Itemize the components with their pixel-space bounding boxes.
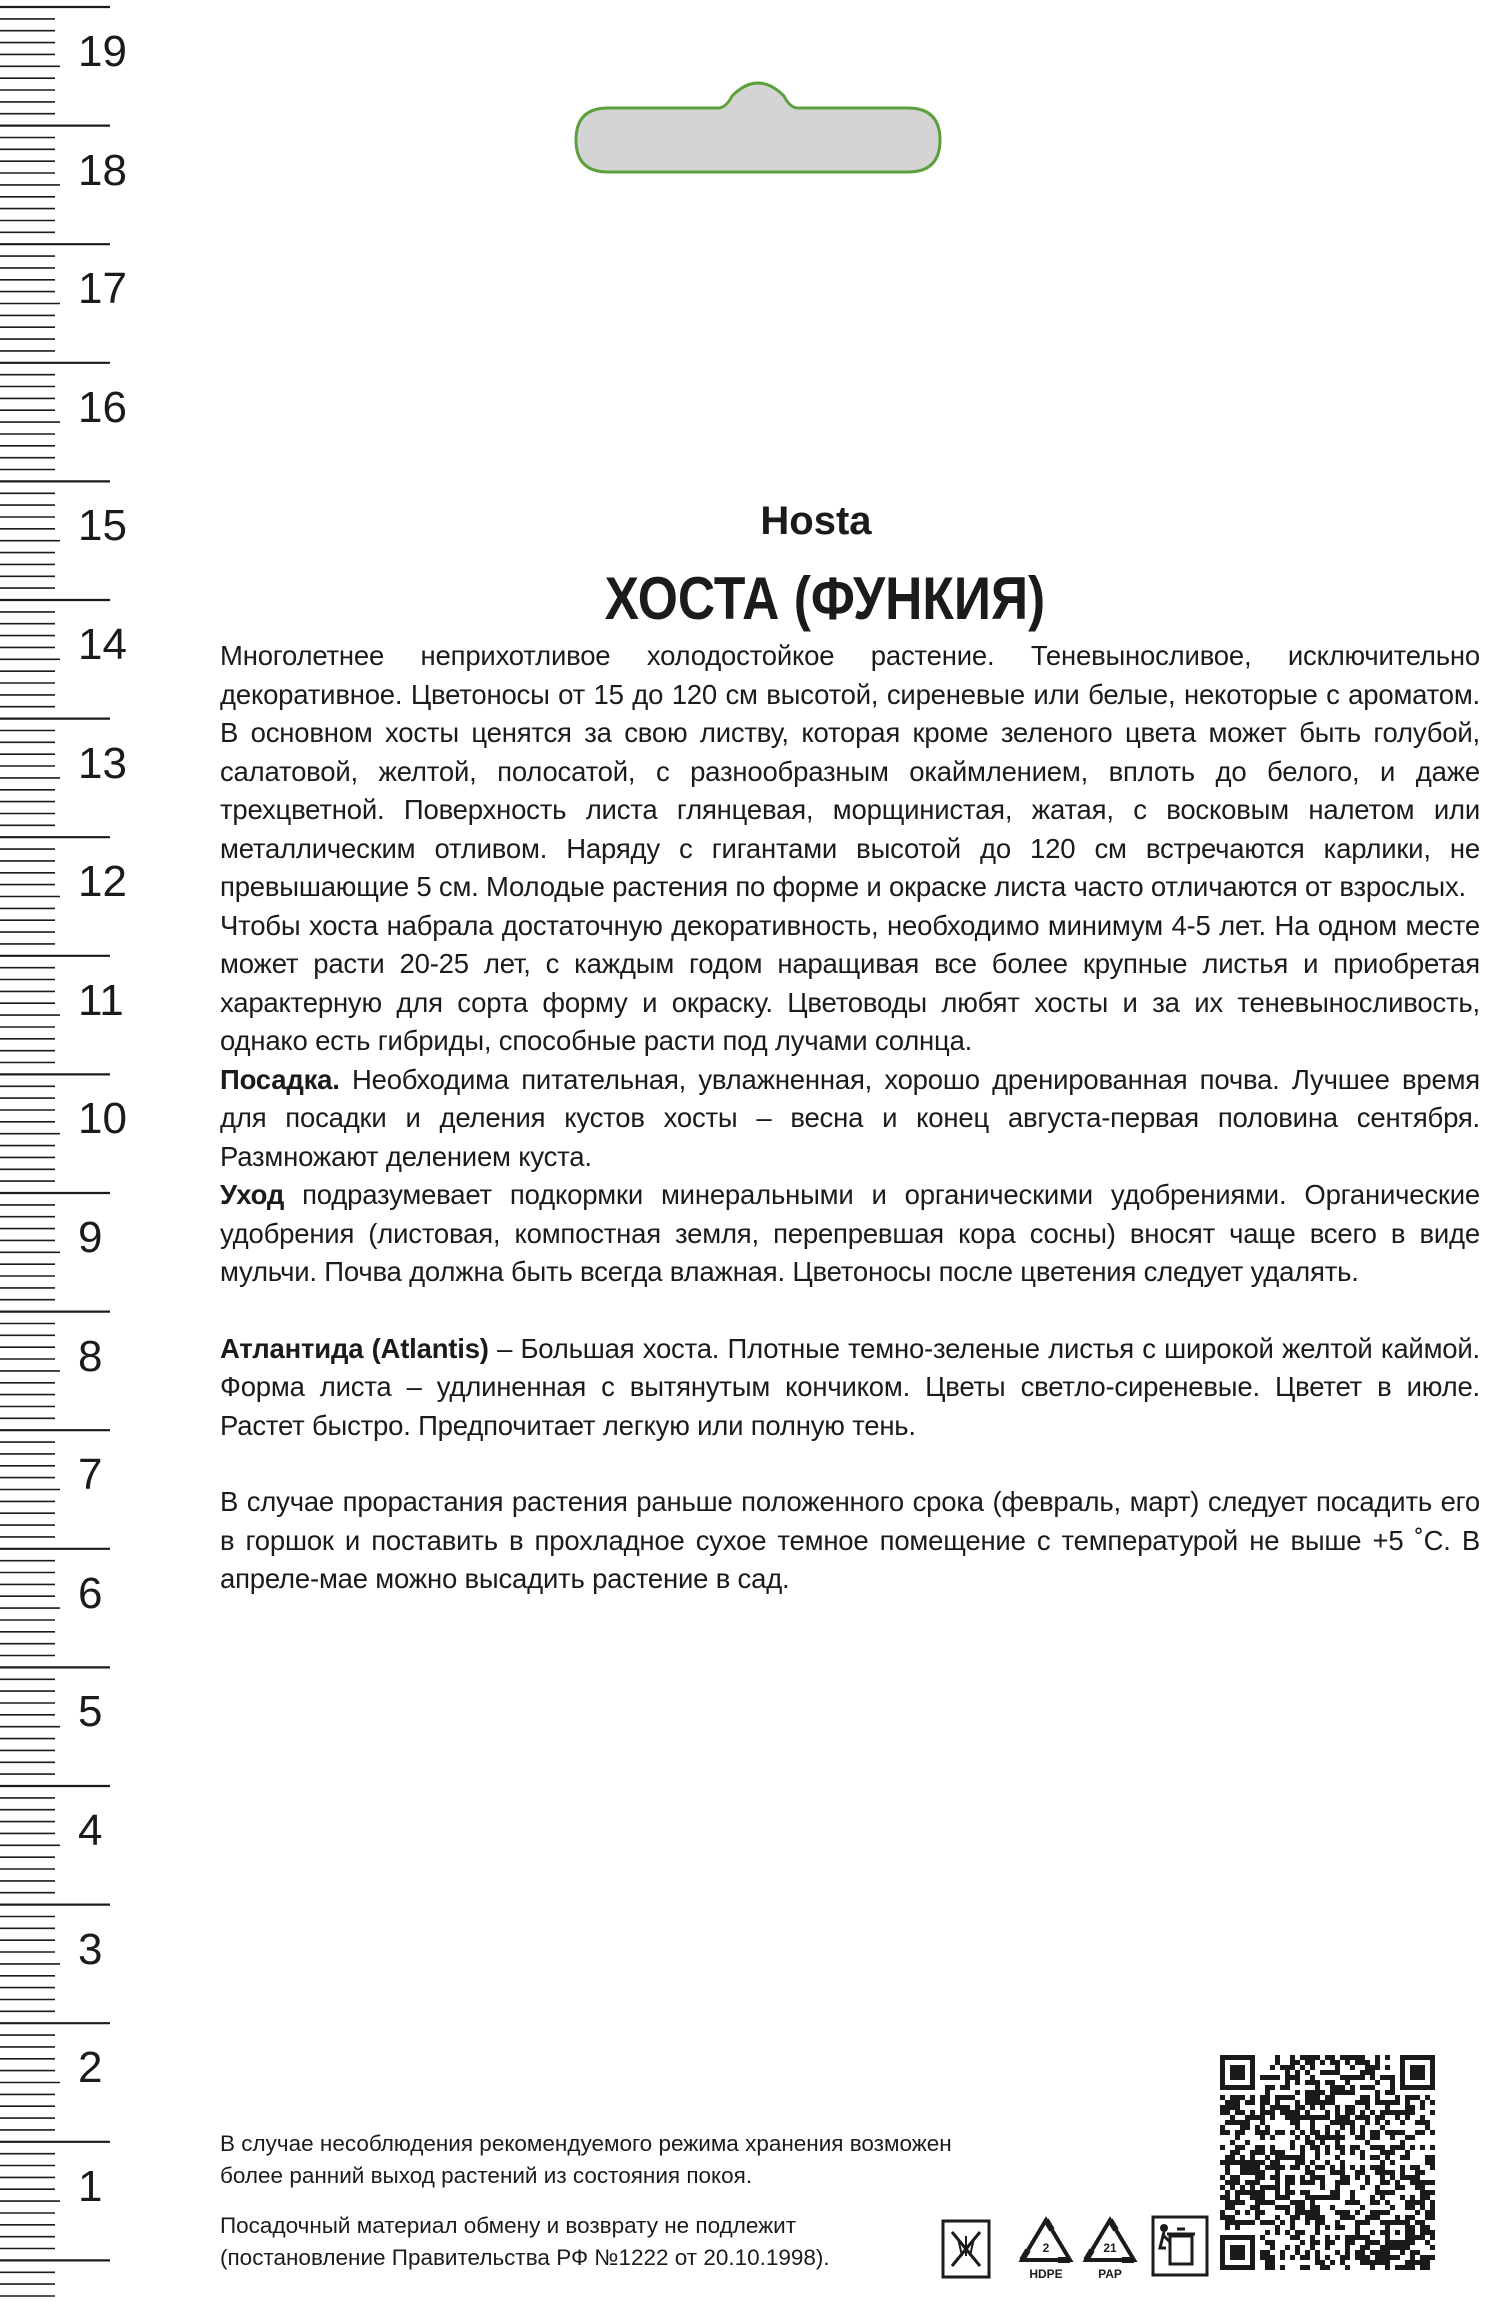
planting-label: Посадка. (220, 1063, 340, 1095)
ruler-number: 9 (78, 1213, 103, 1262)
qr-code-icon (1220, 2055, 1435, 2270)
russian-plant-name: ХОСТА (ФУНКИЯ) (604, 565, 1046, 632)
ruler-number: 3 (78, 1924, 103, 1974)
pap-number: 21 (1103, 2241, 1117, 2255)
ruler-number: 15 (78, 501, 127, 551)
care-paragraph (220, 1176, 1480, 1292)
ruler-number: 13 (78, 738, 127, 788)
variety-text: – Большая хоста. Плотные темно-зеленые листья с широкой желтой каймой. Форма листа – удлиненная с вытянутым кончиком. Цветы светло-сиреневые. Цветет в июле. Растет быстро. Предпочитает легкую или полную тень. (220, 1332, 1480, 1441)
footer-notes (220, 2128, 960, 2274)
planting-text: Необходима питательная, увлажненная, хорошо дренированная почва. Лучшее время для посадки и деления кустов хосты – весна и конец августа-первая половина сентября. Размножают делением куста. (220, 1063, 1480, 1172)
return-note: Посадочный материал обмену и возврату не подлежит (постановление Правительства РФ №1222 от 20.10.1998). (220, 2213, 830, 2270)
variety-label: Атлантида (Atlantis) (220, 1332, 489, 1364)
recycle-pap-icon (1080, 2214, 1140, 2284)
ruler-number: 7 (78, 1450, 103, 1500)
ruler-number: 18 (78, 145, 127, 195)
planting-paragraph (220, 1061, 1480, 1177)
description (220, 637, 1480, 1599)
pap-label: PAP (1098, 2267, 1122, 2281)
no-food-contact-icon (940, 2218, 992, 2280)
recycle-hdpe-icon (1016, 2214, 1076, 2284)
growth-paragraph: Чтобы хоста набрала достаточную декоративность, необходимо минимум 4-5 лет. На одном месте может расти 20-25 лет, с каждым годом наращивая все более крупные листья и приобретая характерную для сорта форму и окраску. Цветоводы любят хосты и за их теневыносливость, однако есть гибриды, способные расти под лучами солнца. (220, 909, 1480, 1056)
storage-note: В случае несоблюдения рекомендуемого режима хранения возможен более ранний выход растений из состояния покоя. (220, 2131, 952, 2188)
ruler-number: 2 (78, 2043, 103, 2093)
care-text: подразумевает подкормки минеральными и органическими удобрениями. Органические удобрения (листовая, компостная земля, перепревшая кора сосны) вносят чаще всего в виде мульчи. Почва должна быть всегда влажная. Цветоносы после цветения следует удалять. (220, 1179, 1480, 1287)
ruler-number: 19 (78, 27, 127, 76)
ruler-number: 1 (78, 2161, 103, 2211)
ruler-number: 8 (78, 1331, 103, 1381)
ruler-number: 4 (78, 1806, 103, 1855)
sprouting-paragraph: В случае прорастания растения раньше положенного срока (февраль, март) следует посадить его в горшок и поставить в прохладное сухое темное помещение с температурой не выше +5 ˚С. В апреле-мае можно высадить растение в сад. (220, 1486, 1480, 1594)
ruler-number: 16 (78, 382, 127, 432)
ruler-number: 6 (78, 1568, 103, 1618)
ruler-number: 17 (78, 264, 127, 314)
trash-bin-icon (1150, 2214, 1210, 2278)
hdpe-number: 2 (1042, 2241, 1050, 2255)
hang-tab-shape (568, 68, 948, 178)
variety-paragraph (220, 1330, 1480, 1446)
measuring-ruler (0, 0, 140, 2303)
care-label: Уход (220, 1179, 285, 1210)
ruler-number: 5 (78, 1687, 103, 1737)
hdpe-label: HDPE (1029, 2267, 1063, 2281)
ruler-number: 12 (78, 857, 127, 907)
ruler-number: 11 (78, 975, 124, 1025)
intro-paragraph: Многолетнее неприхотливое холодостойкое растение. Теневыносливое, исключительно декоративное. Цветоносы от 15 до 120 см высотой, сиреневые или белые, некоторые с ароматом. В основном хосты ценятся за свою листву, которая кроме зеленого цвета может быть голубой, салатовой, желтой, полосатой, с разнообразным окаймлением, вплоть до белого, и даже трехцветной. Поверхность листа глянцевая, морщинистая, жатая, с восковым налетом или металлическим отливом. Наряду с гигантами высотой до 120 см встречаются карлики, не превышающие 5 см. Молодые растения по форме и окраске листа часто отличаются от взрослых. (220, 640, 1480, 902)
latin-plant-name: Hosta (760, 499, 872, 543)
ruler-number: 14 (78, 620, 127, 669)
ruler-number: 10 (78, 1094, 127, 1144)
